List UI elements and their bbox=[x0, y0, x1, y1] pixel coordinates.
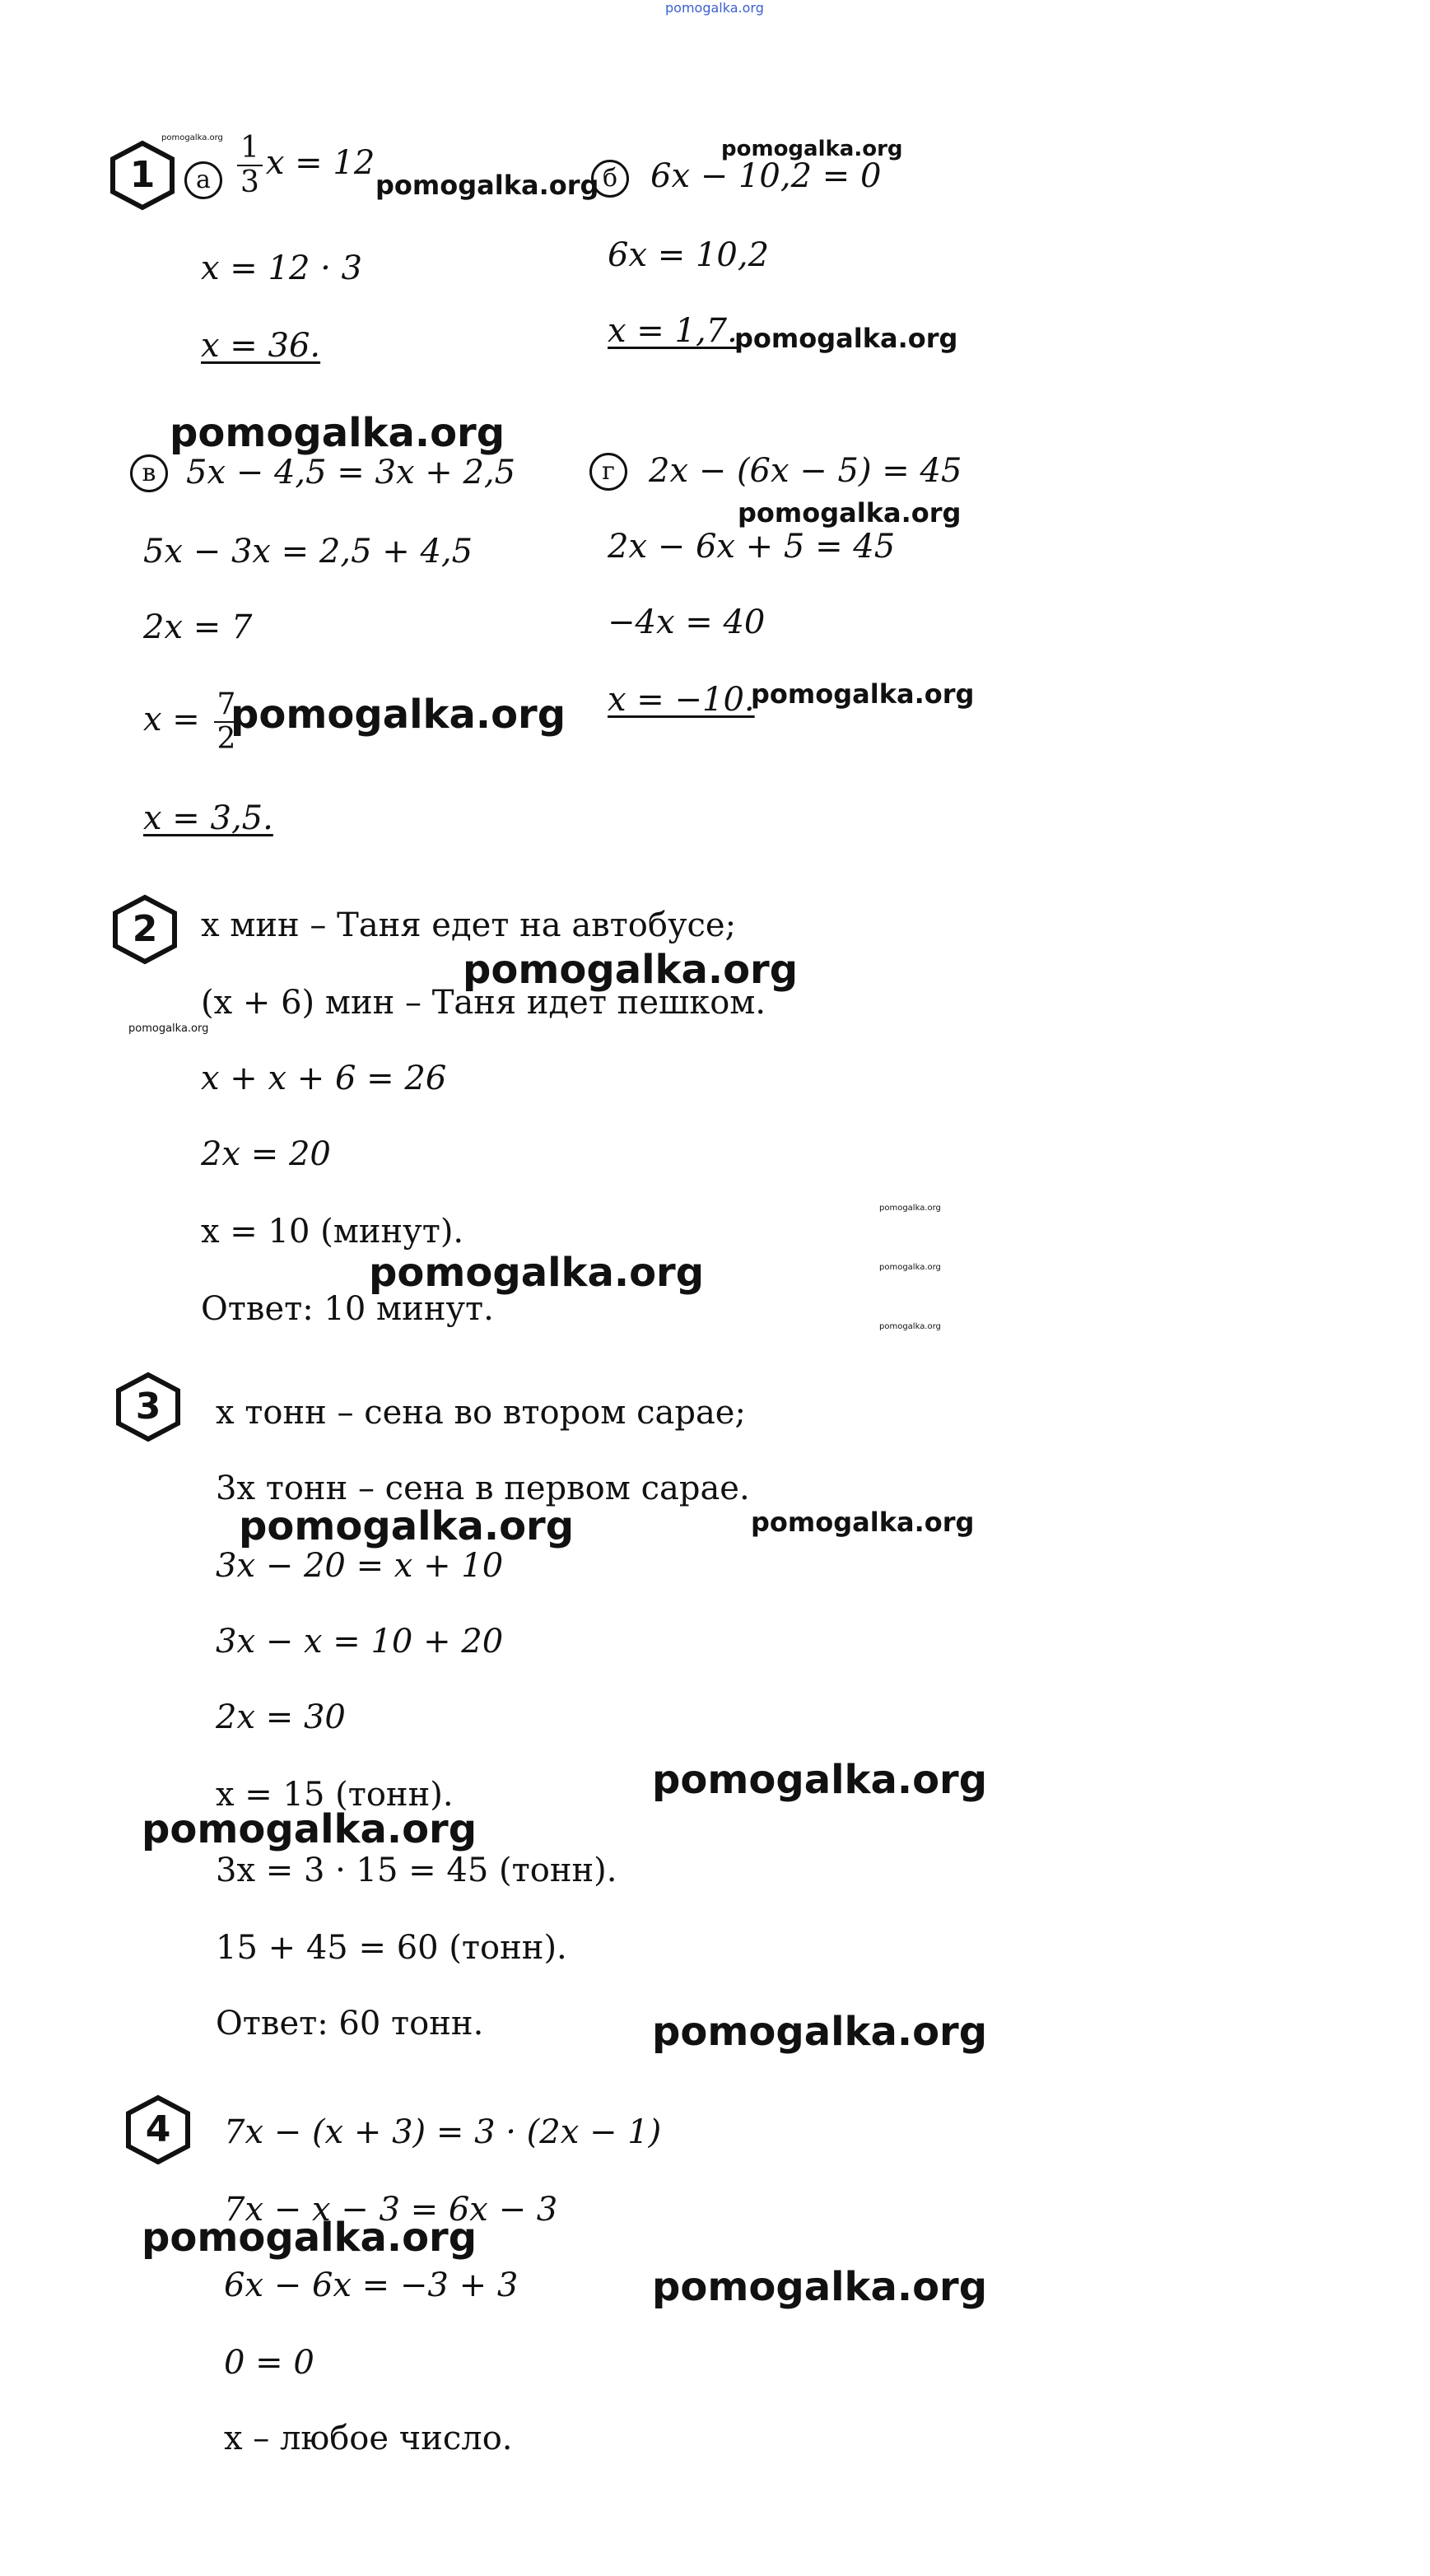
task2-line-4: 2x = 20 bbox=[201, 1135, 331, 1173]
task1-v-step1: 5x − 3x = 2,5 + 4,5 bbox=[143, 533, 473, 571]
watermark: pomogalka.org bbox=[142, 2215, 477, 2261]
task2-line-5: x = 10 (минут). bbox=[201, 1213, 464, 1251]
task3-line-7: 3x = 3 · 15 = 45 (тонн). bbox=[216, 1852, 617, 1889]
watermark: pomogalka.org bbox=[231, 692, 566, 738]
task2-line-3: x + x + 6 = 26 bbox=[201, 1060, 447, 1097]
watermark: pomogalka.org bbox=[369, 1250, 705, 1296]
task4-line-2: 7x − x − 3 = 6x − 3 bbox=[224, 2191, 558, 2229]
task1-g-label: г bbox=[589, 453, 627, 491]
watermark: pomogalka.org bbox=[751, 678, 975, 710]
task3-number-badge: 3 bbox=[115, 1372, 181, 1442]
task1-g-step2: −4x = 40 bbox=[608, 603, 766, 641]
task1-v-step2: 2x = 7 bbox=[143, 608, 253, 646]
task4-line-3: 6x − 6x = −3 + 3 bbox=[224, 2266, 519, 2304]
task1-a-label: а bbox=[184, 161, 222, 199]
task1-g-step1: 2x − 6x + 5 = 45 bbox=[608, 528, 896, 566]
task1-b-step: 6x = 10,2 bbox=[608, 236, 770, 274]
task1-g-equation: 2x − (6x − 5) = 45 bbox=[649, 452, 962, 490]
watermark: pomogalka.org bbox=[738, 497, 962, 529]
task4-number-badge: 4 bbox=[125, 2094, 191, 2165]
task2-line-1: x мин – Таня едет на автобусе; bbox=[201, 906, 737, 944]
task3-answer: Ответ: 60 тонн. bbox=[216, 2005, 484, 2043]
task3-line-2: 3x тонн – сена в первом сарае. bbox=[216, 1470, 750, 1507]
watermark: pomogalka.org bbox=[142, 1806, 477, 1852]
watermark: pomogalka.org bbox=[879, 1322, 941, 1331]
task3-line-4: 3x − x = 10 + 20 bbox=[216, 1623, 504, 1661]
watermark: pomogalka.org bbox=[170, 410, 505, 456]
task1-a-equation: $\frac{1}{3}$ x = 12 bbox=[234, 132, 375, 199]
task3-line-1: x тонн – сена во втором сарае; bbox=[216, 1394, 746, 1432]
watermark: pomogalka.org bbox=[734, 323, 958, 354]
watermark: pomogalka.org bbox=[239, 1503, 575, 1549]
watermark: pomogalka.org bbox=[652, 1757, 988, 1803]
task2-number-badge: 2 bbox=[112, 894, 178, 965]
watermark: pomogalka.org bbox=[161, 133, 223, 142]
task1-v-equation: 5x − 4,5 = 3x + 2,5 bbox=[186, 454, 516, 491]
task1-v-answer: x = 3,5. bbox=[143, 799, 273, 837]
task2-answer: Ответ: 10 минут. bbox=[201, 1290, 494, 1328]
task3-line-6: x = 15 (тонн). bbox=[216, 1776, 454, 1814]
task1-v-step3: x = $\frac{7}{2}$ bbox=[143, 688, 242, 756]
task1-a-answer: x = 36. bbox=[201, 327, 321, 365]
task1-b-equation: 6x − 10,2 = 0 bbox=[650, 157, 882, 195]
task3-line-5: 2x = 30 bbox=[216, 1698, 346, 1736]
task1-v-label: в bbox=[130, 454, 168, 492]
task4-line-4: 0 = 0 bbox=[224, 2344, 314, 2382]
watermark: pomogalka.org bbox=[879, 1263, 941, 1272]
watermark: pomogalka.org bbox=[879, 1204, 941, 1213]
task1-b-label: б bbox=[591, 160, 629, 198]
task2-line-2: (x + 6) мин – Таня идет пешком. bbox=[201, 984, 766, 1022]
site-link[interactable]: pomogalka.org bbox=[665, 0, 764, 16]
watermark: pomogalka.org bbox=[721, 137, 903, 161]
task4-line-1: 7x − (x + 3) = 3 · (2x − 1) bbox=[224, 2113, 662, 2151]
task1-g-answer: x = −10. bbox=[608, 681, 755, 719]
watermark: pomogalka.org bbox=[652, 2009, 988, 2055]
task1-b-answer: x = 1,7. bbox=[608, 312, 738, 350]
watermark: pomogalka.org bbox=[463, 947, 799, 993]
task1-a-step: x = 12 · 3 bbox=[201, 249, 362, 287]
task3-line-3: 3x − 20 = x + 10 bbox=[216, 1547, 504, 1585]
task3-line-8: 15 + 45 = 60 (тонн). bbox=[216, 1929, 567, 1967]
task4-line-5: x – любое число. bbox=[224, 2420, 513, 2457]
task1-number-badge: 1 bbox=[109, 140, 175, 211]
watermark: pomogalka.org bbox=[751, 1507, 975, 1538]
watermark: pomogalka.org bbox=[128, 1022, 209, 1035]
watermark: pomogalka.org bbox=[652, 2264, 988, 2310]
watermark: pomogalka.org bbox=[375, 170, 599, 201]
